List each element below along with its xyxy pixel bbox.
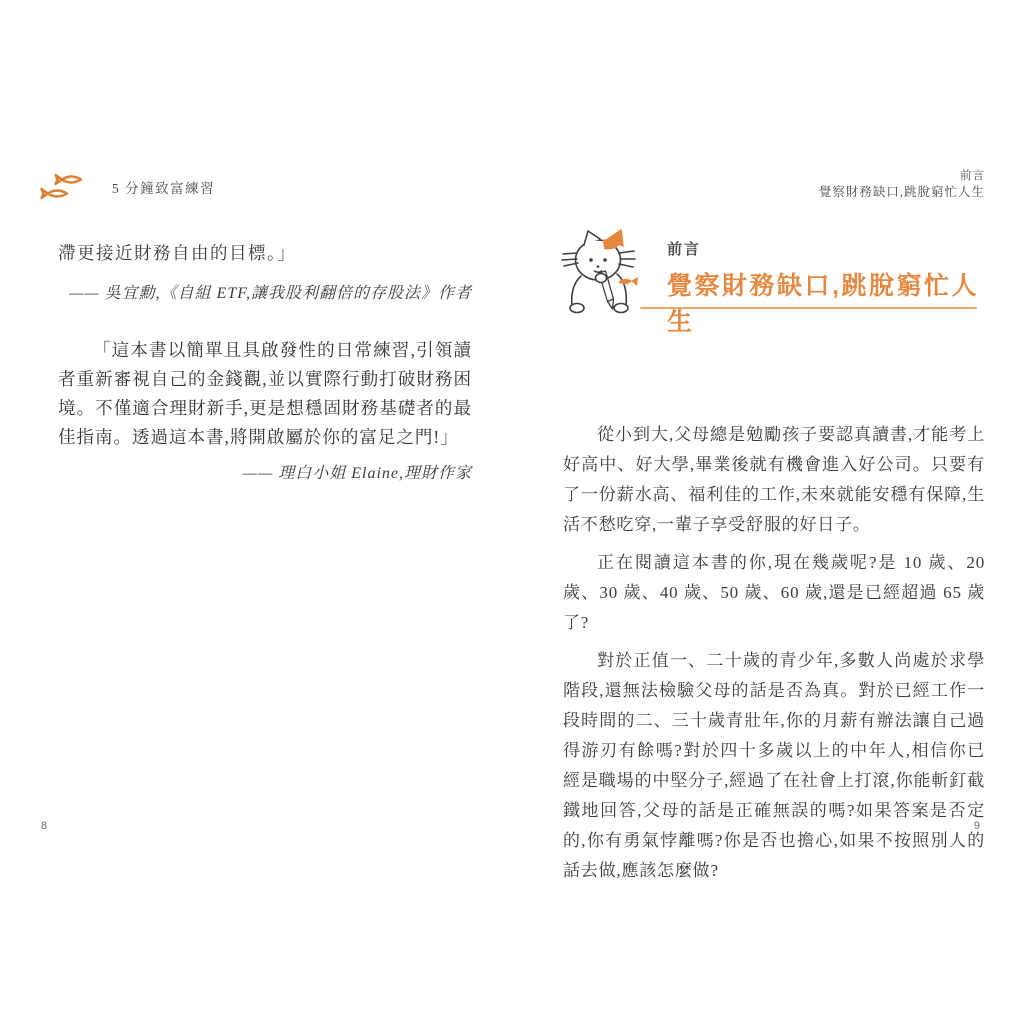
paragraph: 對於正值一、二十歲的青少年,多數人尚處於求學階段,還無法檢驗父母的話是否為真。對於已經工作一段時間的二、三十歲青壯年,你的月薪有辦法讓自己過得游刃有餘嗎?對於四十多歲以上的中年人,相信你已經是職場的中堅分子,經過了在社會上打滾,你能斬釘截鐵地回答,父母的話是正確無誤的嗎?如果答案是否定的,你有勇氣悖離嗎?你是否也擔心,如果不按照別人的話去做,應該怎麼做?	[563, 651, 985, 880]
series-title: 5 分鐘致富練習	[112, 181, 216, 196]
preface-section-head	[563, 226, 985, 420]
right-page	[563, 226, 985, 894]
right-running-head	[819, 168, 985, 200]
section-label: 前言	[667, 241, 702, 258]
double-fish-icon	[40, 172, 102, 202]
paragraph: 正在閱讀這本書的你,現在幾歲呢?是 10 歲、20 歲、30 歲、40 歲、50 歲、60 歲,還是已經超過 65 歲了?	[563, 553, 985, 632]
quote-continuation-line: 滯更接近財務自由的目標。」	[58, 243, 297, 263]
running-head-chapter: 前言	[960, 170, 985, 182]
left-running-head	[40, 172, 215, 202]
page-number-left: 8	[41, 820, 48, 832]
cat-writing-with-pencil-icon	[561, 228, 661, 318]
left-page-text-block	[58, 238, 472, 486]
testimonial-quote: 「這本書以簡單且具啟發性的日常練習,引領讀者重新審視自己的金錢觀,並以實際行動打破財務困境。不僅適合理財新手,更是想穩固財務基礎者的最佳指南。透過這本書,將開啟屬於你的富足之門!」	[58, 340, 472, 447]
preface-body	[563, 420, 985, 886]
paragraph: 從小到大,父母總是勉勵孩子要認真讀書,才能考上好高中、好大學,畢業後就有機會進入好公司。只要有了一份薪水高、福利佳的工作,未來就能安穩有保障,生活不愁吃穿,一輩子享受舒服的好日子。	[563, 425, 985, 534]
page-number-right: 9	[973, 820, 980, 832]
section-underline-rule	[640, 307, 977, 309]
attribution-wu-yi-xun: —— 吳宜勳,《自組 ETF,讓我股利翻倍的存股法》作者	[69, 285, 472, 302]
page-title: 覺察財務缺口,跳脫窮忙人生	[667, 272, 979, 336]
running-head-title: 覺察財務缺口,跳脫窮忙人生	[818, 185, 985, 199]
section-titles	[667, 238, 985, 338]
attribution-elaine: —— 理白小姐 Elaine,理財作家	[242, 465, 472, 482]
